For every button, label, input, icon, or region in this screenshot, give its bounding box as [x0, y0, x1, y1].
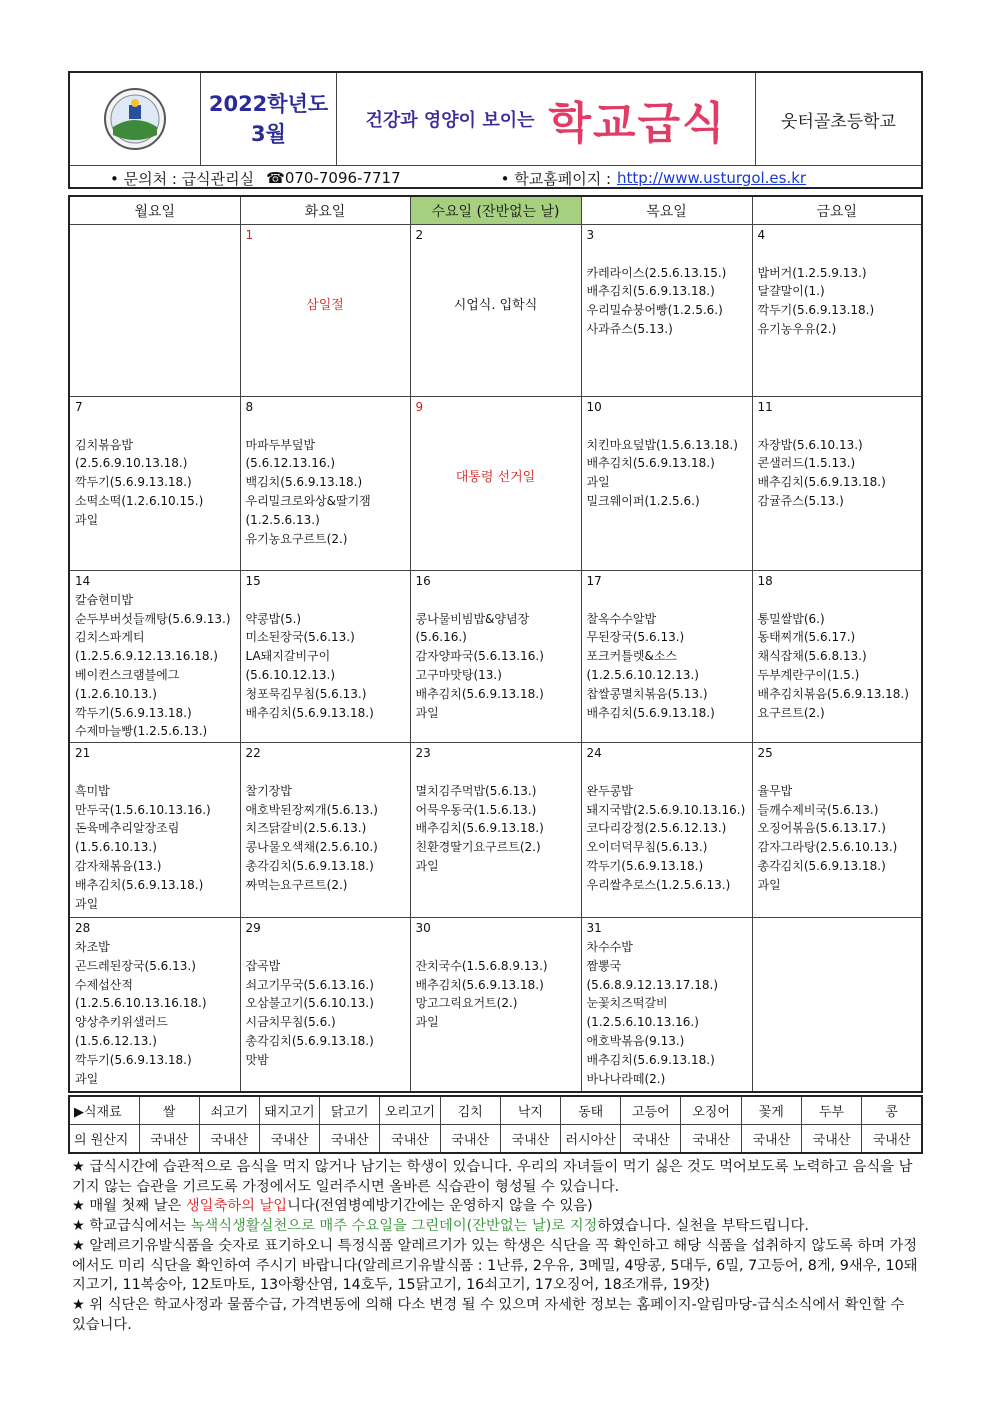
day-cell	[752, 743, 922, 918]
origin-country: 국내산	[621, 1125, 681, 1154]
homepage-label: • 학교홈페이지 :	[500, 169, 612, 188]
year-month-cell	[201, 73, 337, 165]
day-cell	[410, 225, 581, 397]
origin-label-bottom: 의 원산지	[69, 1125, 139, 1154]
day-number: 9	[415, 400, 424, 414]
menu-item: 김치스파게티	[75, 630, 145, 645]
menu-item: 찰옥수수알밥	[586, 611, 657, 626]
spacer	[758, 763, 917, 782]
day-cell	[581, 918, 752, 1092]
menu-item: 돼지국밥(2.5.6.9.10.13.16.)	[586, 802, 746, 817]
menu-item: 배추김치(5.6.9.13.18.)	[75, 877, 204, 892]
day-event-note: 삼일절	[306, 297, 344, 313]
menu-item: 깍두기(5.6.9.13.18.)	[75, 705, 192, 720]
menu-item: 백김치(5.6.9.13.18.)	[245, 475, 363, 490]
day-number: 15	[245, 574, 261, 588]
origin-values-row	[69, 1125, 922, 1154]
spacer	[246, 938, 405, 957]
origin-country: 국내산	[440, 1125, 500, 1154]
menu-item: 찹쌀콩멸치볶음(5.13.)	[586, 686, 708, 701]
note-allergy: ★ 알레르기유발식품을 숫자로 표기하오니 특정식품 알레르기가 있는 학생은 식단을 꼭 확인하고 해당 식품을 섭취하지 않도록 하며 가정에서도 미리 식단을 확인하여 주시기 바랍니다(알레르기유발식품 : 1난류, 2우유, 3메밀, 4땅콩, 5대두, 6밀, 7고등어, 8게, 9새우, 10돼지고기, 11복숭아, 12토마토, 13아황산염, 14호두, 15닭고기, 16쇠고기, 17오징어, 18조개류, 19잣)	[72, 1237, 918, 1294]
page-title: 학교급식	[548, 98, 727, 149]
day-number: 4	[757, 228, 766, 242]
header-box	[68, 71, 923, 189]
day-number: 16	[415, 574, 431, 588]
menu-item: 감자양파국(5.6.13.16.)	[415, 649, 544, 664]
menu-item: 동태찌개(5.6.17.)	[757, 630, 856, 645]
menu-item: 감귤쥬스(5.13.)	[757, 493, 844, 508]
menu-item: 과일	[75, 896, 99, 911]
week-row	[69, 571, 922, 743]
spacer	[758, 417, 917, 436]
menu-item: 마파두부덮밥	[245, 437, 316, 452]
spacer	[75, 763, 235, 782]
contact-phone: ☎070-7096-7717	[266, 169, 401, 187]
origin-country: 국내산	[259, 1125, 319, 1154]
title-subtitle: 건강과 영양이 보이는	[365, 110, 535, 131]
ingredient-origin-table	[68, 1095, 923, 1154]
day-number: 10	[586, 400, 602, 414]
school-name: 웃터골초등학교	[781, 111, 896, 132]
week-row	[69, 918, 922, 1092]
day-number: 17	[586, 574, 602, 588]
menu-item: 우리밀슈붕어빵(1.2.5.6.)	[586, 303, 723, 318]
day-number: 1	[245, 228, 254, 242]
menu-item: 코다리강정(2.5.6.12.13.)	[586, 821, 727, 836]
menu-item: 달걀말이(1.)	[757, 284, 825, 299]
menu-item: 배추김치(5.6.9.13.18.)	[757, 475, 886, 490]
day-number: 29	[245, 921, 261, 936]
origin-ingredient: 고등어	[621, 1096, 681, 1125]
day-cell	[581, 571, 752, 743]
menu-item: 수제마늘빵(1.2.5.6.13.)	[75, 724, 208, 739]
menu-item: 깍두기(5.6.9.13.18.)	[586, 858, 704, 873]
menu-item: 치킨마요덮밥(1.5.6.13.18.)	[586, 437, 738, 452]
menu-item: 콘샐러드(1.5.13.)	[757, 456, 856, 471]
day-event-note: 시업식. 입학식	[453, 297, 538, 313]
menu-item: LA돼지갈비구이	[245, 649, 331, 664]
day-cell	[752, 397, 922, 571]
menu-item: 율무밥	[757, 783, 793, 798]
menu-item: 짜먹는요구르트(2.)	[245, 877, 348, 892]
menu-item: (1.2.5.6.10.12.13.)	[586, 667, 699, 682]
day-number: 14	[75, 574, 91, 588]
menu-item: (1.2.6.10.13.)	[75, 686, 157, 701]
homepage-link[interactable]: http://www.usturgol.es.kr	[617, 169, 807, 187]
menu-item: 애호박볶음(9.13.)	[586, 1033, 685, 1048]
day-number: 3	[586, 228, 595, 242]
day-cell	[69, 743, 240, 918]
menu-item: 찰기장밥	[245, 783, 292, 798]
menu-item: (2.5.6.9.10.13.18.)	[75, 456, 188, 471]
menu-item: 자장밥(5.6.10.13.)	[757, 437, 863, 452]
menu-item: 총각김치(5.6.9.13.18.)	[757, 858, 886, 873]
day-number: 18	[757, 574, 773, 588]
menu-item: 배추김치(5.6.9.13.18.)	[586, 1052, 715, 1067]
day-cell	[69, 571, 240, 743]
menu-item: 총각김치(5.6.9.13.18.)	[245, 858, 374, 873]
menu-item: 완두콩밥	[586, 783, 633, 798]
menu-item: 밀크웨이퍼(1.2.5.6.)	[586, 493, 700, 508]
spacer	[416, 763, 576, 782]
day-number: 24	[586, 746, 602, 761]
menu-item: 우리쌀추로스(1.2.5.6.13.)	[586, 877, 731, 892]
origin-ingredient: 콩	[862, 1096, 922, 1125]
day-cell	[240, 918, 410, 1092]
note-greenday	[72, 1217, 922, 1237]
spacer	[246, 763, 405, 782]
header-top-row	[70, 73, 921, 166]
origin-ingredient: 동태	[561, 1096, 621, 1125]
menu-item: 밥버거(1.2.5.9.13.)	[757, 265, 867, 280]
note-birthday-c: 니다(전염병예방기간에는 운영하지 않을 수 있음)	[287, 1198, 593, 1215]
menu-item: 만두국(1.5.6.10.13.16.)	[75, 802, 211, 817]
menu-item: 콩나물오색채(2.5.6.10.)	[245, 840, 378, 855]
menu-item: 잔치국수(1.5.6.8.9.13.)	[415, 958, 548, 973]
menu-item: 바나나라떼(2.)	[586, 1071, 666, 1086]
menu-item: 우리밀크로와상&딸기잼	[245, 493, 371, 508]
origin-ingredient: 돼지고기	[259, 1096, 319, 1125]
school-emblem-icon	[103, 87, 167, 151]
origin-country: 국내산	[862, 1125, 922, 1154]
spacer	[587, 763, 747, 782]
menu-item: 배추김치(5.6.9.13.18.)	[415, 977, 544, 992]
menu-item: 유기농요구르트(2.)	[245, 531, 348, 546]
day-number: 11	[757, 400, 773, 414]
menu-item: 청포묵김무침(5.6.13.)	[245, 686, 367, 701]
menu-item: 수제섭산적	[75, 977, 133, 992]
origin-ingredient: 쌀	[139, 1096, 199, 1125]
note-birthday-highlight: 생일축하의 날입	[185, 1198, 288, 1215]
day-number: 25	[757, 746, 773, 761]
origin-country: 국내산	[801, 1125, 861, 1154]
menu-item: (5.6.12.13.16.)	[245, 456, 336, 471]
day-cell	[240, 397, 410, 571]
weekday-fri: 금요일	[752, 196, 922, 225]
menu-item: 애호박된장찌개(5.6.13.)	[245, 802, 378, 817]
menu-item: 감자채볶음(13.)	[75, 858, 162, 873]
menu-item: 배추김치(5.6.9.13.18.)	[415, 686, 544, 701]
menu-item: 과일	[586, 475, 610, 490]
menu-item: (1.2.5.6.10.13.16.)	[586, 1015, 699, 1030]
menu-item: 포크커틀렛&소스	[586, 649, 678, 664]
day-cell	[69, 918, 240, 1092]
menu-item: 오삼불고기(5.6.10.13.)	[245, 996, 374, 1011]
origin-country: 국내산	[199, 1125, 259, 1154]
menu-item: (1.2.5.6.9.12.13.16.18.)	[75, 649, 218, 664]
menu-item: 친환경딸기요구르트(2.)	[415, 840, 541, 855]
origin-country: 국내산	[500, 1125, 560, 1154]
menu-item: 배추김치(5.6.9.13.18.)	[586, 456, 715, 471]
menu-item: 베이컨스크램블에그	[75, 667, 180, 682]
week-row	[69, 397, 922, 571]
menu-item: 들깨수제비국(5.6.13.)	[757, 802, 879, 817]
day-number: 7	[75, 400, 83, 414]
spacer	[758, 245, 917, 264]
menu-item: 배추김치(5.6.9.13.18.)	[586, 284, 715, 299]
menu-item: 잡곡밥	[245, 958, 281, 973]
day-cell	[240, 571, 410, 743]
menu-item: (5.6.10.12.13.)	[245, 667, 336, 682]
spacer	[246, 591, 405, 610]
day-cell	[410, 918, 581, 1092]
menu-item: 배추김치볶음(5.6.9.13.18.)	[757, 686, 909, 701]
menu-item: 차수수밥	[586, 939, 633, 954]
menu-item: 어묵우동국(1.5.6.13.)	[415, 802, 537, 817]
menu-item: 쇠고기무국(5.6.13.16.)	[245, 977, 374, 992]
spacer	[246, 417, 405, 436]
spacer	[587, 417, 747, 436]
menu-item: (1.5.6.10.13.)	[75, 840, 157, 855]
menu-item: 시금치무침(5.6.)	[245, 1015, 336, 1030]
origin-ingredient: 두부	[801, 1096, 861, 1125]
menu-month: 3월	[251, 122, 286, 146]
origin-country: 국내산	[681, 1125, 741, 1154]
day-number: 8	[245, 400, 254, 414]
day-cell	[240, 743, 410, 918]
menu-item: 양상추키위샐러드	[75, 1015, 168, 1030]
menu-item: 깍두기(5.6.9.13.18.)	[75, 475, 192, 490]
menu-item: 망고그릭요거트(2.)	[415, 996, 518, 1011]
day-cell	[69, 397, 240, 571]
note-greenday-highlight: 녹색식생활실천으로 매주 수요일을 그린데이(잔반없는 날)로 지정	[190, 1218, 598, 1235]
origin-ingredient: 꽃게	[741, 1096, 801, 1125]
spacer	[758, 591, 917, 610]
day-cell	[581, 225, 752, 397]
day-cell	[410, 743, 581, 918]
school-year: 2022학년도	[208, 92, 329, 116]
origin-country: 국내산	[320, 1125, 380, 1154]
menu-item: 과일	[75, 512, 99, 527]
menu-item: 짬뽕국(5.6.8.9.12.13.17.18.)	[586, 958, 718, 992]
weekday-wed: 수요일 (잔반없는 날)	[410, 196, 581, 225]
menu-item: (1.2.5.6.13.)	[245, 512, 320, 527]
menu-item: (1.2.5.6.10.13.16.18.)	[75, 996, 207, 1011]
day-number: 2	[415, 228, 424, 242]
origin-label-top: ▶식재료	[69, 1096, 139, 1125]
menu-item: 두부계란구이(1.5.)	[757, 667, 860, 682]
menu-item: 눈꽃치즈떡갈비	[586, 996, 668, 1011]
menu-calendar	[68, 195, 923, 1093]
menu-item: 소떡소떡(1.2.6.10.15.)	[75, 493, 204, 508]
menu-item: (1.5.6.12.13.)	[75, 1033, 157, 1048]
spacer	[75, 417, 235, 436]
note-habits: ★ 급식시간에 습관적으로 음식을 먹지 않거나 남기는 학생이 있습니다. 우리의 자녀들이 먹기 싫은 것도 먹어보도록 노력하고 음식을 남기지 않는 습관을 기르도록 가정에서도 일러주시면 올바른 식습관이 형성될 수 있습니다.	[72, 1159, 913, 1195]
day-number: 31	[586, 921, 602, 936]
menu-item: 칼슘현미밥	[75, 592, 133, 607]
menu-item: 미소된장국(5.6.13.)	[245, 630, 355, 645]
menu-item: 깍두기(5.6.9.13.18.)	[75, 1052, 192, 1067]
menu-item: 과일	[415, 705, 439, 720]
menu-item: 오이더덕무침(5.6.13.)	[586, 840, 708, 855]
menu-item: 과일	[415, 858, 439, 873]
menu-item: 과일	[415, 1015, 439, 1030]
menu-item: 곤드레된장국(5.6.13.)	[75, 958, 196, 973]
menu-item: 치즈닭갈비(2.5.6.13.)	[245, 821, 367, 836]
menu-item: 채식잡채(5.6.8.13.)	[757, 649, 867, 664]
contact-label: • 문의처 : 급식관리실	[110, 169, 255, 188]
origin-country: 러시아산	[561, 1125, 621, 1154]
menu-item: 배추김치(5.6.9.13.18.)	[245, 705, 374, 720]
day-cell	[581, 743, 752, 918]
origin-ingredient: 오징어	[681, 1096, 741, 1125]
menu-item: 무된장국(5.6.13.)	[586, 630, 685, 645]
day-cell	[752, 225, 922, 397]
day-event-note: 대통령 선거일	[455, 469, 536, 485]
menu-item: 돈육메추리알장조림	[75, 821, 180, 836]
menu-item: 콩나물비빔밥&양념장	[415, 611, 530, 626]
menu-item: 사과쥬스(5.13.)	[586, 321, 673, 336]
day-number: 21	[75, 746, 91, 761]
title-cell	[337, 73, 756, 165]
day-cell	[752, 918, 922, 1092]
day-cell	[581, 397, 752, 571]
contact-row	[70, 166, 921, 190]
weekday-thu: 목요일	[581, 196, 752, 225]
spacer	[587, 245, 747, 264]
origin-country: 국내산	[139, 1125, 199, 1154]
weekday-header-row	[69, 196, 922, 225]
menu-item: 김치볶음밥	[75, 437, 133, 452]
menu-item: 과일	[757, 877, 781, 892]
day-number: 28	[75, 921, 91, 936]
menu-item: 깍두기(5.6.9.13.18.)	[757, 303, 875, 318]
origin-ingredient: 쇠고기	[199, 1096, 259, 1125]
menu-item: 통밀쌀밥(6.)	[757, 611, 825, 626]
menu-item: 총각김치(5.6.9.13.18.)	[245, 1033, 374, 1048]
menu-item: 맛밤	[245, 1052, 269, 1067]
menu-item: 유기농우유(2.)	[757, 321, 837, 336]
notes-section	[72, 1158, 922, 1335]
origin-ingredient: 오리고기	[380, 1096, 440, 1125]
origin-ingredient: 닭고기	[320, 1096, 380, 1125]
spacer	[587, 591, 747, 610]
menu-item: 약콩밥(5.)	[245, 611, 302, 626]
menu-item: 카레라이스(2.5.6.13.15.)	[586, 265, 727, 280]
note-birthday-a: ★ 매월 첫째 날은	[72, 1198, 186, 1215]
menu-item: 멸치김주먹밥(5.6.13.)	[415, 783, 537, 798]
origin-items-row	[69, 1096, 922, 1125]
origin-ingredient: 김치	[440, 1096, 500, 1125]
note-greenday-a: ★ 학교급식에서는	[72, 1218, 191, 1235]
menu-item: 배추김치(5.6.9.13.18.)	[415, 821, 544, 836]
origin-country: 국내산	[741, 1125, 801, 1154]
day-cell	[240, 225, 410, 397]
menu-item: 오징어볶음(5.6.13.17.)	[757, 821, 886, 836]
menu-item: 순두부버섯들깨탕(5.6.9.13.)	[75, 611, 231, 626]
weekday-tue: 화요일	[240, 196, 410, 225]
weekday-mon: 월요일	[69, 196, 240, 225]
day-number: 30	[415, 921, 431, 936]
origin-country: 국내산	[380, 1125, 440, 1154]
day-cell	[752, 571, 922, 743]
school-logo	[70, 73, 201, 165]
note-greenday-c: 하였습니다. 실천을 부탁드립니다.	[597, 1218, 809, 1235]
menu-item: 차조밥	[75, 939, 110, 954]
menu-item: 고구마맛탕(13.)	[415, 667, 502, 682]
week-row	[69, 743, 922, 918]
day-cell	[69, 225, 240, 397]
menu-item: 배추김치(5.6.9.13.18.)	[586, 705, 715, 720]
menu-item: 흑미밥	[75, 783, 110, 798]
week-row	[69, 225, 922, 397]
menu-item: 과일	[75, 1071, 99, 1086]
day-number: 22	[245, 746, 261, 761]
origin-ingredient: 낙지	[500, 1096, 560, 1125]
spacer	[416, 591, 576, 610]
note-birthday	[72, 1197, 922, 1217]
spacer	[416, 938, 576, 957]
menu-item: 요구르트(2.)	[757, 705, 825, 720]
note-changes: ★ 위 식단은 학교사정과 물품수급, 가격변동에 의해 다소 변경 될 수 있으며 자세한 정보는 홈페이지-알림마당-급식소식에서 확인할 수 있습니다.	[72, 1296, 905, 1333]
menu-item: (5.6.16.)	[415, 630, 467, 645]
day-number: 23	[415, 746, 431, 761]
menu-item: 감자그라탕(2.5.6.10.13.)	[757, 840, 898, 855]
day-cell	[410, 571, 581, 743]
day-cell	[410, 397, 581, 571]
